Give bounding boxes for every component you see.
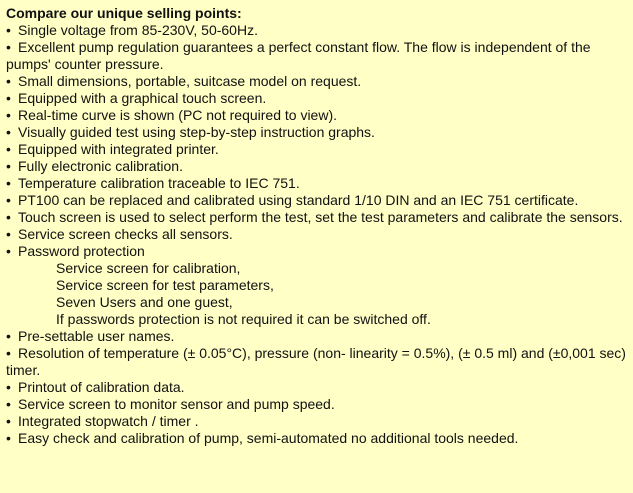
- list-item-text: Fully electronic calibration.: [18, 158, 183, 174]
- list-item-text: Service screen to monitor sensor and pump speed.: [18, 396, 335, 412]
- bullet-icon: •: [6, 328, 11, 344]
- list-item-text: Temperature calibration traceable to IEC 751.: [18, 175, 300, 191]
- bullet-icon: •: [6, 209, 11, 225]
- password-sub-list: [6, 260, 627, 328]
- list-item-text: Single voltage from 85-230V, 50-60Hz.: [18, 22, 258, 38]
- list-item-text: Integrated stopwatch / timer .: [18, 413, 199, 429]
- list-item: [6, 124, 627, 141]
- bullet-icon: •: [6, 192, 11, 208]
- list-item: [6, 328, 627, 345]
- list-item: [6, 22, 627, 39]
- list-item: [6, 175, 627, 192]
- bullet-icon: •: [6, 22, 11, 38]
- bullet-icon: •: [6, 243, 11, 259]
- list-item: [6, 345, 627, 379]
- list-item: [6, 396, 627, 413]
- bullet-icon: •: [6, 345, 11, 361]
- list-item-text: Equipped with a graphical touch screen.: [18, 90, 267, 106]
- bullet-icon: •: [6, 413, 11, 429]
- list-item: [6, 379, 627, 396]
- list-item: [6, 209, 627, 226]
- bullet-icon: •: [6, 141, 11, 157]
- list-item-text: Password protection: [18, 243, 145, 259]
- list-item-text: Printout of calibration data.: [18, 379, 185, 395]
- list-item-text: Touch screen is used to select perform the test, set the test parameters and calibrate the sensors.: [18, 209, 623, 225]
- list-item: [6, 430, 627, 447]
- list-item-text: Real-time curve is shown (PC not required to view).: [18, 107, 338, 123]
- list-item-text: Resolution of temperature (± 0.05°C), pressure (non- linearity = 0.5%), (± 0.5 ml) and (±0,001 sec) timer.: [6, 345, 626, 378]
- sub-list-item: Service screen for test parameters,: [56, 277, 274, 293]
- bullet-icon: •: [6, 107, 11, 123]
- bullet-icon: •: [6, 226, 11, 242]
- list-item-text: Excellent pump regulation guarantees a perfect constant flow. The flow is independent of the pumps' counter pressure.: [6, 39, 591, 72]
- list-item-text: Small dimensions, portable, suitcase model on request.: [18, 73, 362, 89]
- bullet-icon: •: [6, 90, 11, 106]
- list-item-text: Equipped with integrated printer.: [18, 141, 219, 157]
- bullet-icon: •: [6, 430, 11, 446]
- sub-list-item: Service screen for calibration,: [56, 260, 241, 276]
- list-item: [6, 158, 627, 175]
- list-item-text: Pre-settable user names.: [18, 328, 175, 344]
- list-item-text: Service screen checks all sensors.: [18, 226, 233, 242]
- list-item-text: PT100 can be replaced and calibrated using standard 1/10 DIN and an IEC 751 certificate.: [18, 192, 579, 208]
- bullet-icon: •: [6, 158, 11, 174]
- bullet-icon: •: [6, 379, 11, 395]
- list-item-text: Easy check and calibration of pump, semi-automated no additional tools needed.: [18, 430, 519, 446]
- list-item: [6, 39, 627, 73]
- list-item: [6, 90, 627, 107]
- list-item: [6, 107, 627, 124]
- list-item: [6, 226, 627, 243]
- bullet-icon: •: [6, 396, 11, 412]
- bullet-icon: •: [6, 73, 11, 89]
- bullet-icon: •: [6, 39, 11, 55]
- list-item: [6, 141, 627, 158]
- list-item-text: Visually guided test using step-by-step instruction graphs.: [18, 124, 375, 140]
- bullet-icon: •: [6, 175, 11, 191]
- list-item: [6, 243, 627, 260]
- sub-list-item: If passwords protection is not required it can be switched off.: [56, 311, 431, 327]
- bullet-icon: •: [6, 124, 11, 140]
- selling-points-list: [6, 22, 627, 260]
- selling-points-list-continued: [6, 328, 627, 447]
- list-item: [6, 73, 627, 90]
- list-item: [6, 413, 627, 430]
- sub-list-item: Seven Users and one guest,: [56, 294, 233, 310]
- list-item: [6, 192, 627, 209]
- selling-points-heading: Compare our unique selling points:: [6, 5, 242, 21]
